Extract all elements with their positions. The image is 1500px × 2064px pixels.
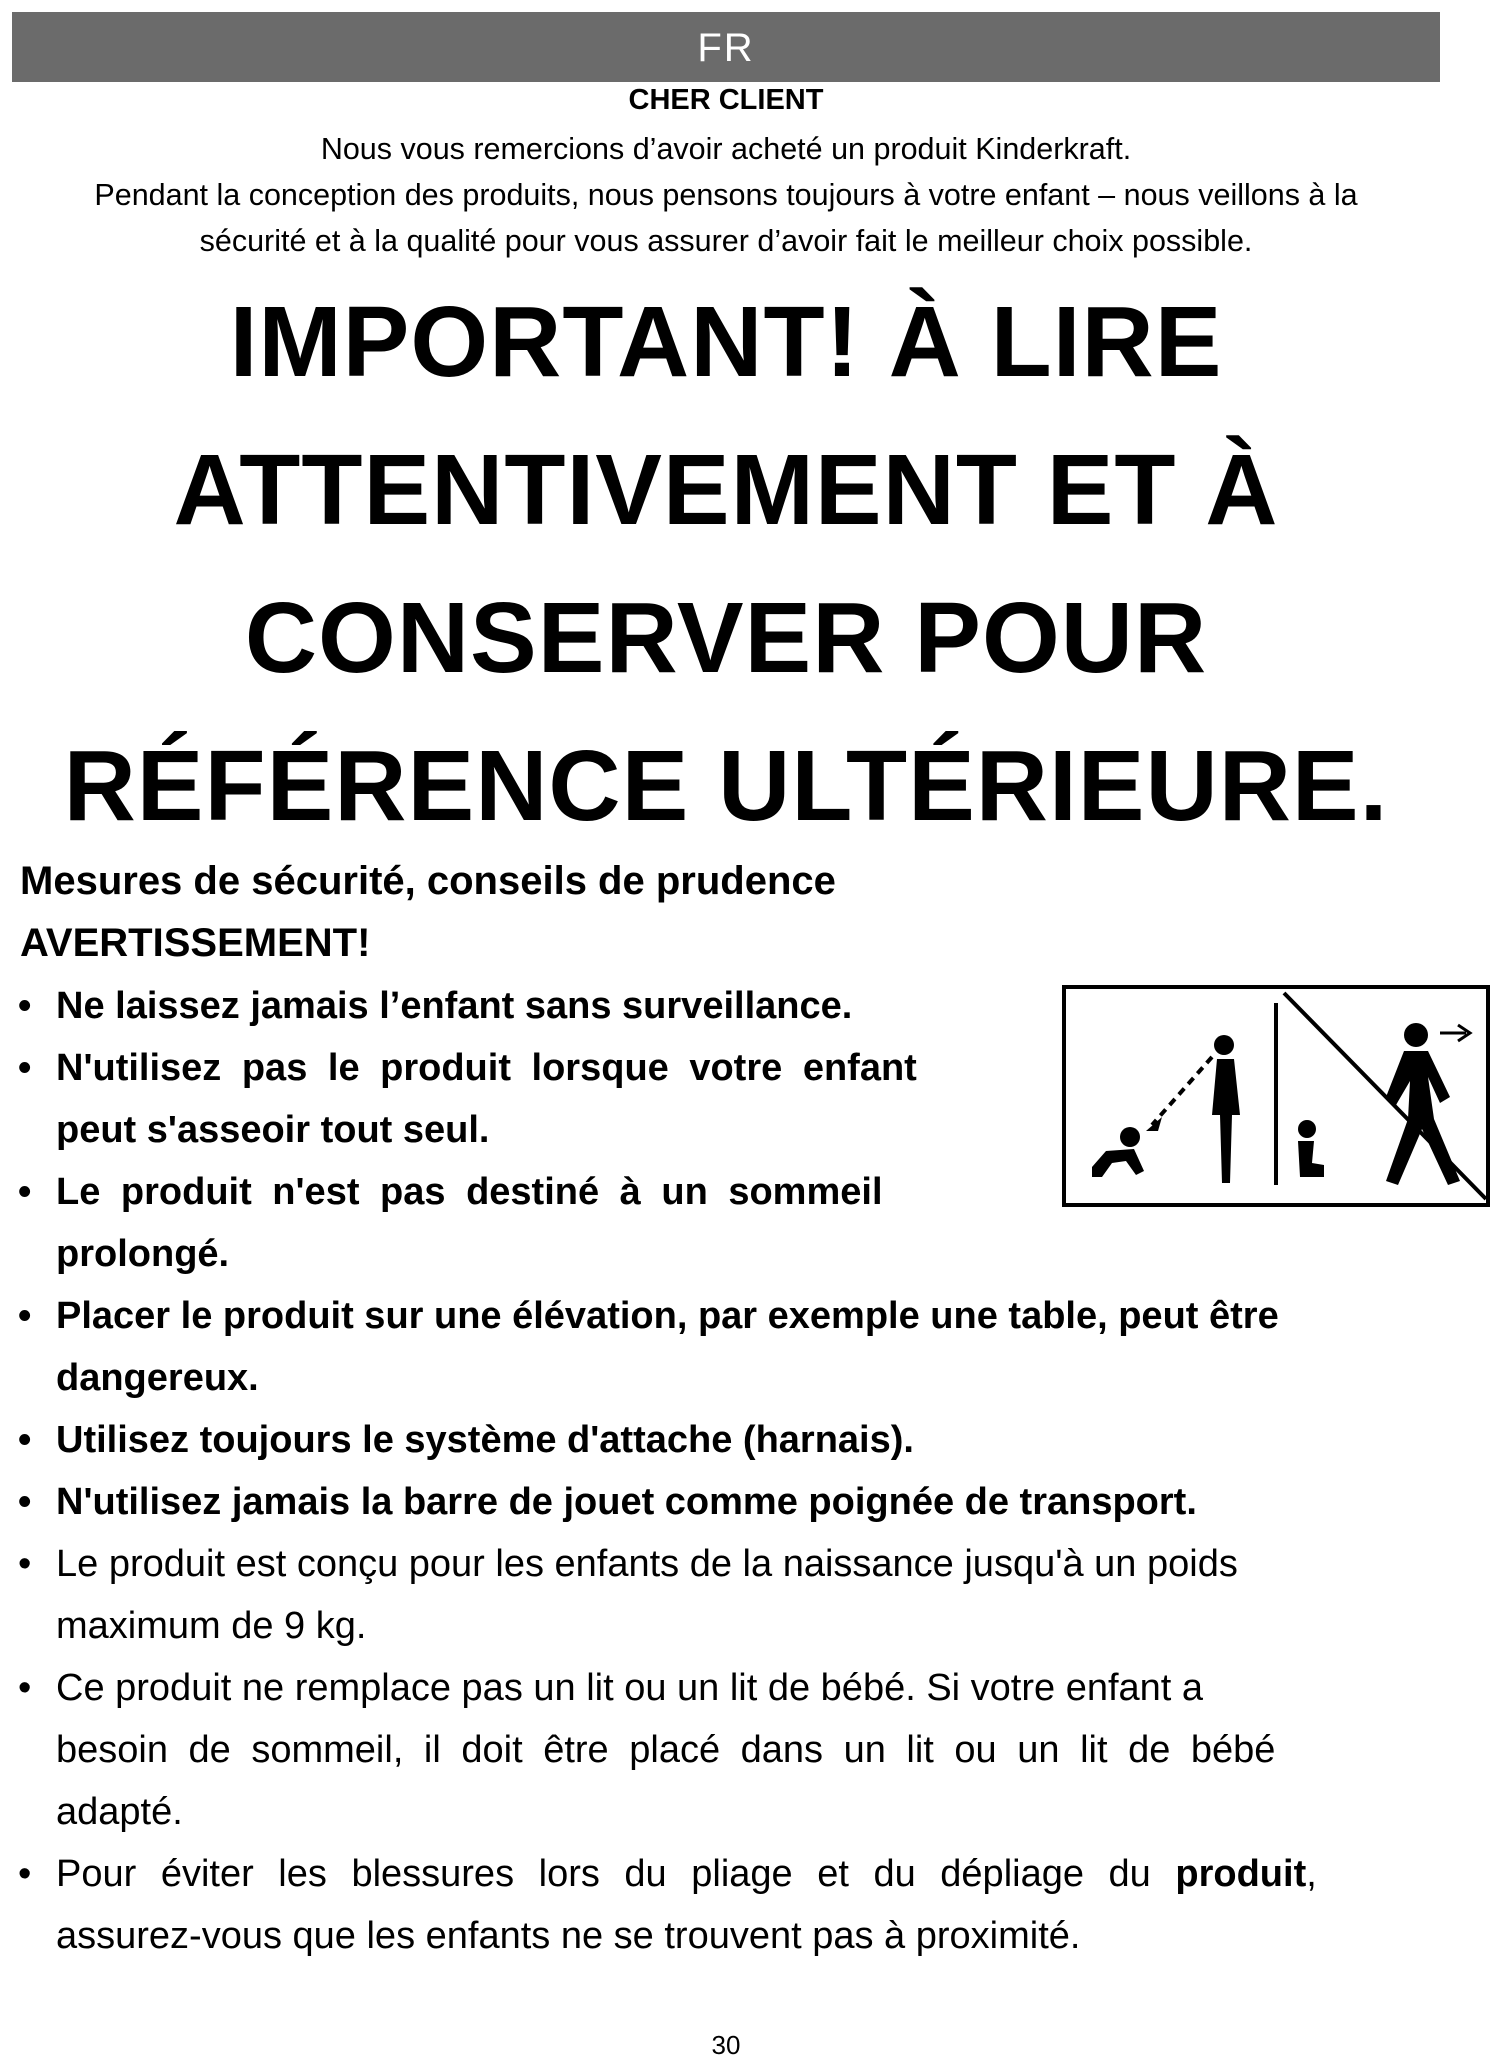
language-header-bar: [12, 12, 1440, 82]
bullet: •: [18, 1667, 32, 1709]
intro-line: Nous vous remercions d’avoir acheté un produit Kinderkraft.: [320, 132, 1132, 166]
bullet: •: [18, 1171, 32, 1213]
bullet: •: [18, 1295, 32, 1337]
item-text: dangereux.: [56, 1357, 259, 1399]
item-text: maximum de 9 kg.: [56, 1605, 367, 1647]
dear-client-heading: CHER CLIENT: [628, 84, 824, 116]
item-text: assurez-vous que les enfants ne se trouvent pas à proximité.: [56, 1915, 1081, 1957]
item-text: Placer le produit sur une élévation, par exemple une table, peut être: [56, 1295, 1279, 1337]
headline-line: IMPORTANT! À LIRE: [229, 286, 1223, 398]
bullet: •: [18, 985, 32, 1027]
item-text: N'utilisez jamais la barre de jouet comme poignée de transport.: [56, 1481, 1197, 1523]
headline-line: CONSERVER POUR: [244, 582, 1208, 694]
bullet: •: [18, 1047, 32, 1089]
item-text: adapté.: [56, 1791, 183, 1833]
bullet: •: [18, 1543, 32, 1585]
list-item: [18, 1657, 1317, 1843]
item-text: Le produit n'est pas destiné à un sommeil: [56, 1171, 883, 1213]
warning-title: AVERTISSEMENT!: [20, 921, 371, 965]
item-text: ,: [1306, 1853, 1317, 1895]
language-code: FR: [697, 26, 755, 70]
item-text: Utilisez toujours le système d'attache (harnais).: [56, 1419, 914, 1461]
bullet: •: [18, 1419, 32, 1461]
bullet: •: [18, 1853, 32, 1895]
item-text: Le produit est conçu pour les enfants de la naissance jusqu'à un poids: [56, 1543, 1238, 1585]
do-not-leave-child-unattended-icon: [1062, 985, 1490, 1207]
item-text: Ce produit ne remplace pas un lit ou un lit de bébé. Si votre enfant a: [56, 1667, 1204, 1709]
item-text: Pour éviter les blessures lors du pliage et du dépliage du: [56, 1853, 1176, 1895]
bullet: •: [18, 1481, 32, 1523]
important-headline: [0, 268, 1452, 860]
list-item: [18, 1285, 1317, 1409]
intro-paragraph: [20, 126, 1432, 264]
headline-line: RÉFÉRENCE ULTÉRIEURE.: [63, 730, 1389, 842]
headline-line: ATTENTIVEMENT ET À: [173, 434, 1279, 546]
section-title: Mesures de sécurité, conseils de prudence: [20, 859, 836, 903]
item-text: prolongé.: [56, 1233, 230, 1275]
item-bold-word: produit: [1175, 1853, 1307, 1895]
intro-line: Pendant la conception des produits, nous pensons toujours à votre enfant – nous veillons à la: [94, 178, 1358, 212]
safety-section: [20, 850, 836, 974]
list-item: [18, 1843, 1317, 1967]
intro-line: sécurité et à la qualité pour vous assurer d’avoir fait le meilleur choix possible.: [199, 224, 1253, 258]
item-text: peut s'asseoir tout seul.: [56, 1109, 490, 1151]
item-text: N'utilisez pas le produit lorsque votre enfant: [56, 1047, 917, 1089]
item-text: besoin de sommeil, il doit être placé dans un lit ou un lit de bébé: [56, 1729, 1276, 1771]
list-item: [18, 1533, 1317, 1657]
page-number: 30: [711, 2030, 741, 2060]
item-text: Ne laissez jamais l’enfant sans surveillance.: [56, 985, 853, 1027]
list-item: [18, 1471, 1317, 1533]
list-item: [18, 1409, 1317, 1471]
